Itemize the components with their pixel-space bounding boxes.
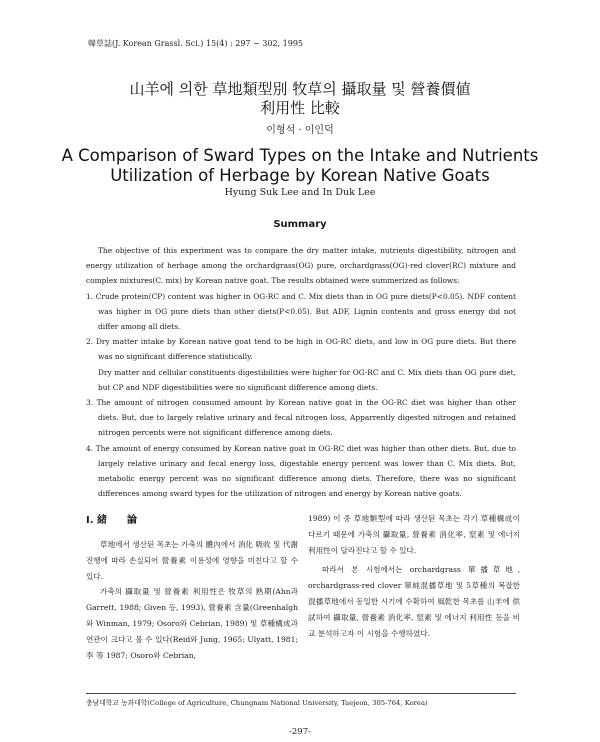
english-title-line-1: A Comparison of Sward Types on the Intake and Nutrients — [61, 146, 539, 165]
page-number: -297- — [289, 727, 311, 737]
left-column — [86, 511, 298, 663]
summary-heading: Summary — [273, 219, 327, 230]
body-paragraph-1: 草地에서 생산된 목초는 가축의 體內에서 消化 吸收 및 代謝 진행에 따라 손실되어 營養素 이용성에 영향을 미친다고 할 수 있다. — [86, 540, 298, 581]
journal-reference: 韓草誌(J. Korean Grassl. Sci.) 15(4) : 297 ~ 302, 1995 — [88, 39, 304, 48]
footnote-divider — [86, 693, 516, 694]
korean-title — [0, 80, 600, 118]
summary-item-2-continuation: Dry matter and cellular constituents digestibilities were higher for OG-RC and C. Mix diets than OG pure diet, but CP and NDF digestibilities were no significant difference among diets. — [98, 367, 516, 392]
body-paragraph-2: 가축의 攝取量 및 營養素 利用性은 牧草의 熟期(Ahn과 Garrett, 1988; Given 등, 1993), 營養素 含量(Greenhalgh와 Winman, 1979; Osoro와 Cebrian, 1989) 및 草種構成과 연관이 크다고 볼 수 있다(Reid와 Jung, 1965; Ulyatt, 1981; 李 等 1987; Osoro와 Cebrian, — [86, 587, 298, 660]
body-paragraph-3: 1989) 이 중 草地類型에 따라 생산된 목초는 각기 草種構成이 다르기 때문에 가축의 攝取量, 營養素 消化率, 窒素 및 에너지 利用性이 달라진다고 할 수 있다. — [308, 514, 520, 555]
korean-title-line-1: 山羊에 의한 草地類型別 牧草의 攝取量 및 營養價値 — [129, 80, 471, 98]
right-column — [308, 511, 520, 641]
english-title — [0, 146, 600, 186]
english-title-line-2: Utilization of Herbage by Korean Native Goats — [110, 166, 490, 185]
english-authors: Hyung Suk Lee and In Duk Lee — [224, 187, 376, 198]
summary-body — [86, 243, 516, 501]
summary-item-1: 1. Crude protein(CP) content was higher in OG-RC and C. Mix diets than in OG pure diets(P<0.05). NDF content was higher in OG pure diets than other diets(P<0.05). But ADF, Lignin contents and gross energy did not differ among all diets. — [86, 291, 516, 332]
summary-item-4: 4. The amount of energy consumed by Korean native goat in OG-RC diet was higher than other diets. But, due to largely relative urinary and fecal energy loss, digestable energy percent was lower than C. Mix diets. But, metabolic energy percent was no significant difference among diets. Therefore, there was no significant differences among sward types for the utilization of nitrogen and energy by Korean native goats. — [86, 443, 516, 499]
section-heading-introduction: Ⅰ. 緒 論 — [86, 515, 138, 526]
summary-item-2: 2. Dry matter intake by Korean native goat tend to be high in OG-RC diets, and low in OG pure diets. But there was no significant difference statistically. — [86, 337, 516, 362]
korean-authors: 이형석 · 이인덕 — [266, 125, 334, 136]
korean-title-line-2: 利用性 比較 — [260, 99, 340, 117]
body-paragraph-4: 따라서 본 시험에서는 orchardgrass 單播草地, orchardgrass-red clover 單純混播草地 및 5草種의 복잡한 混播草地에서 동일한 시기에 수확하여 風乾한 목초를 山羊에 供試하여 攝取量, 營養素 消化率, 窒素 및 에너지 利用性 등을 비교 분석하고자 이 시험을 수행하였다. — [308, 565, 520, 638]
summary-item-3: 3. The amount of nitrogen consumed amount by Korean native goat in the OG-RC diet was higher than other diets. But, due to largely relative urinary and fecal nitrogen loss, Apparrently digested nitrogen and retained nitrogen percents were not significant difference among diets. — [86, 398, 516, 438]
summary-intro: The objective of this experiment was to compare the dry matter intake, nutrients digestibility, nitrogen and energy utilization of herbage among the orchardgrass(OG) pure, orchardgrass(OG)-red clover(RC) mixture and complex mixtures(C. mix) by Korean native goat. The results obtained were summerized as follows: — [86, 246, 516, 286]
affiliation-footnote: 충남대학교 농과대학(College of Agriculture, Chungnam National University, Taejeon, 305-764, Korea) — [86, 699, 428, 707]
